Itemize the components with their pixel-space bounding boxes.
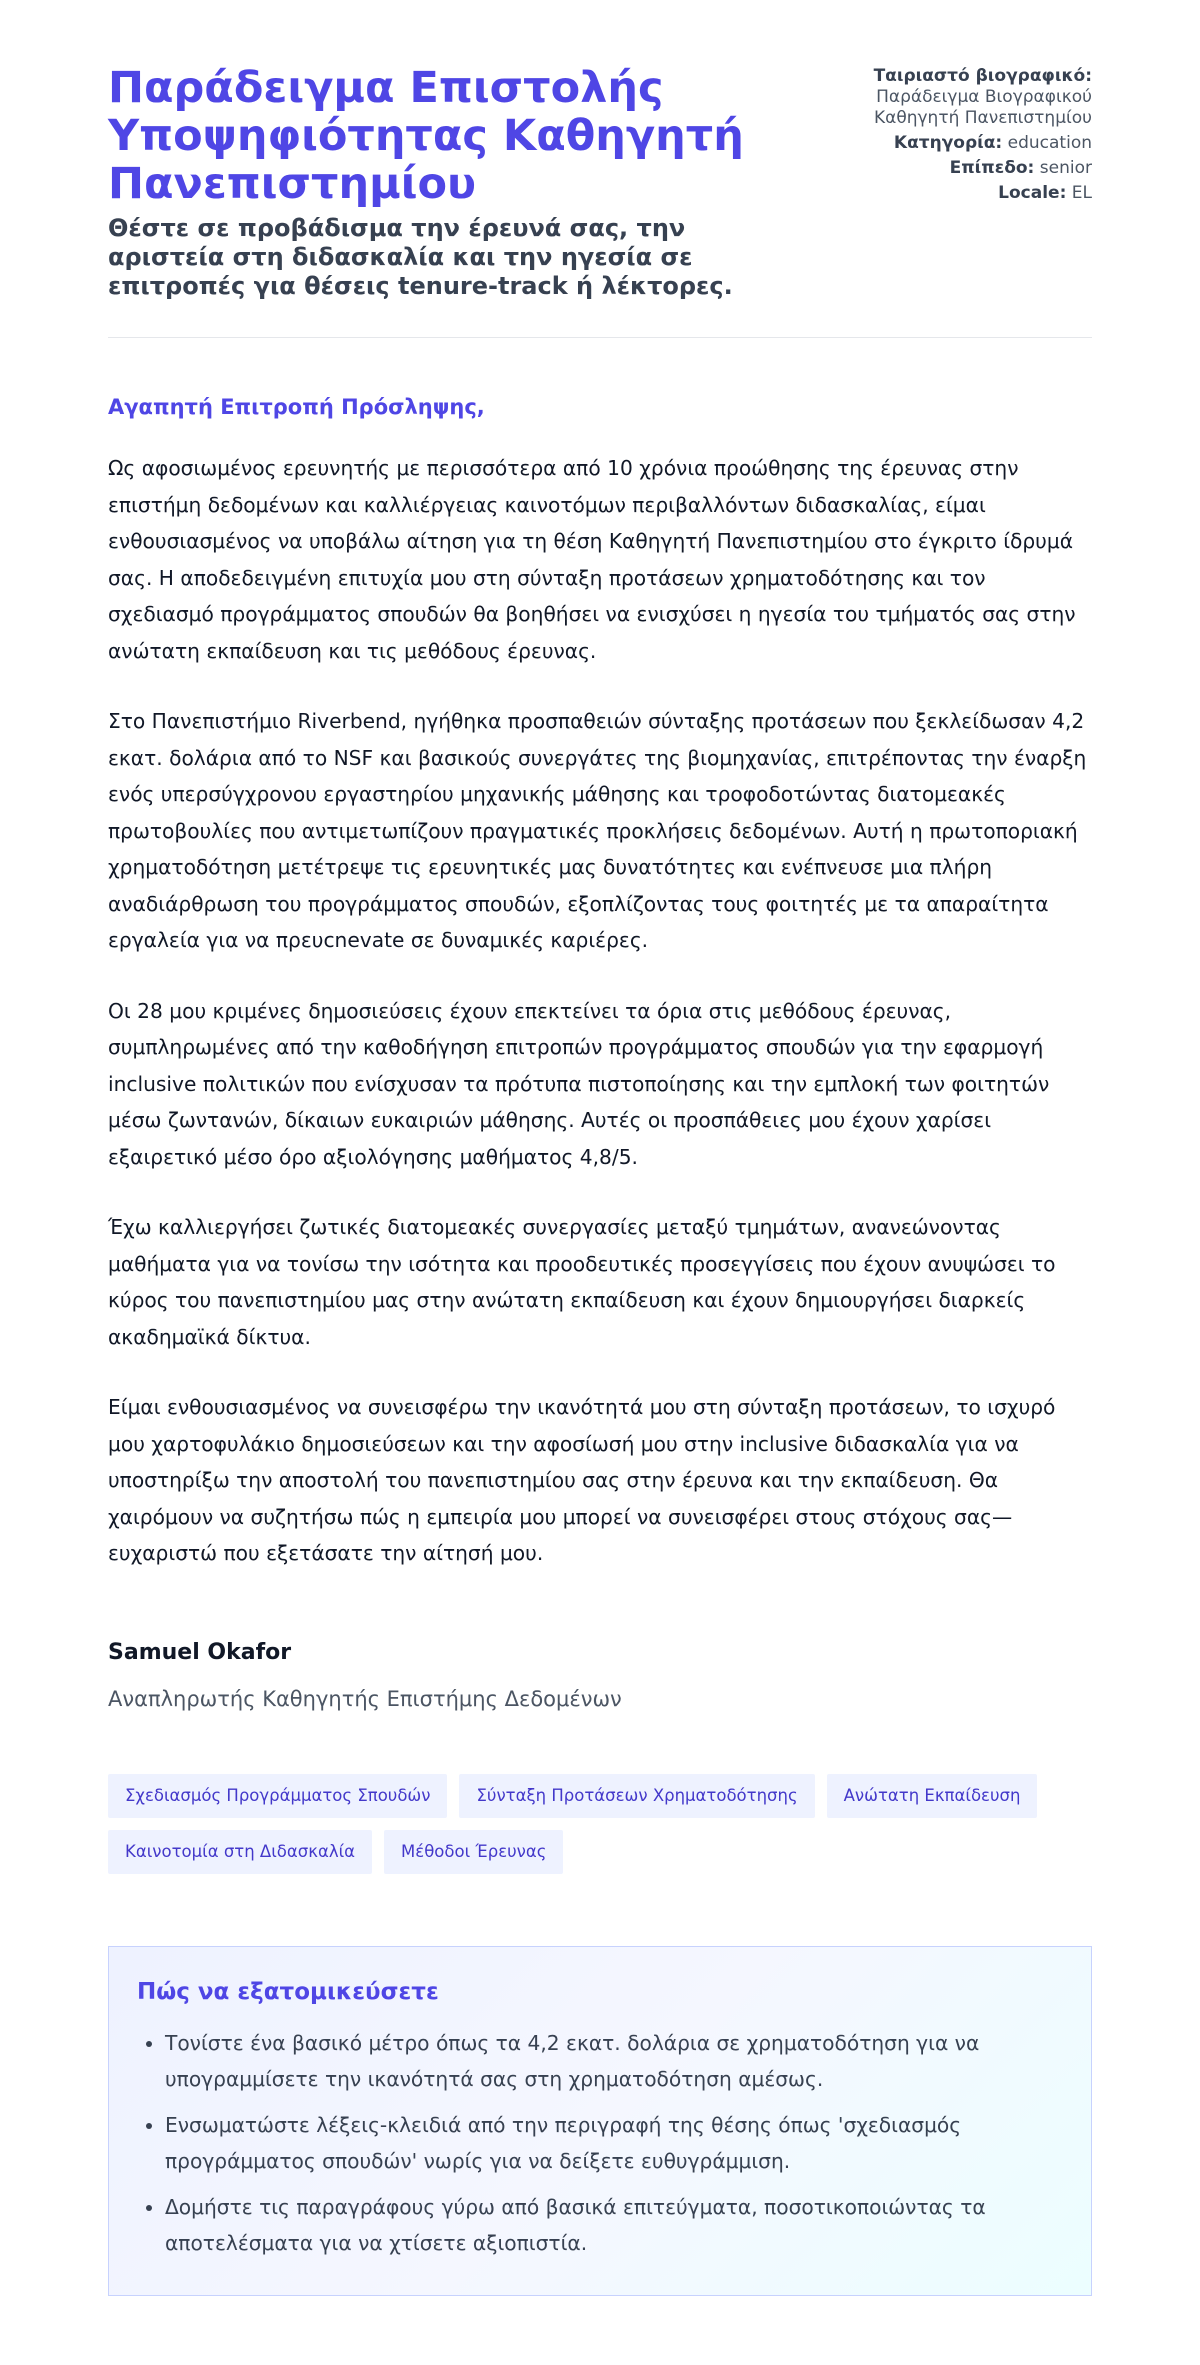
tip-item: • Δομήστε τις παραγράφους γύρω από βασικά επιτεύγματα, ποσοτικοποιώντας τα αποτελέσματα για να χτίσετε αξιοπιστία. (165, 2189, 1063, 2261)
letter-paragraph: Στο Πανεπιστήμιο Riverbend, ηγήθηκα προσπαθειών σύνταξης προτάσεων που ξεκλείδωσαν 4,2 εκατ. δολάρια από το NSF και βασικούς συνεργάτες της βιομηχανίας, επιτρέποντας την έναρξη ενός υπερσύγχρονου εργαστηρίου μηχανικής μάθησης και τροφοδοτώντας διατομεακές πρωτοβουλίες που αντιμετωπίζουν πραγματικές προκλήσεις δεδομένων. Αυτή η πρωτοποριακή χρηματοδότηση μετέτρεψε τις ερευνητικές μας δυνατότητες και ενέπνευσε μια πλήρη αναδιάρθρωση του προγράμματος σπουδών, εξοπλίζοντας τους φοιτητές με τα απαραίτητα εργαλεία για να πρευcnevate σε δυναμικές καριέρες. (108, 709, 1087, 952)
meta-tailored-resume (797, 66, 1092, 129)
document-header (108, 64, 1092, 338)
meta-level-label: Επίπεδο: (949, 158, 1035, 178)
skill-tag[interactable]: Σχεδιασμός Προγράμματος Σπουδών (108, 1774, 447, 1818)
meta-category (797, 133, 1092, 154)
page-subtitle: Θέστε σε προβάδισμα την έρευνά σας, την αριστεία στη διδασκαλία και την ηγεσία σε επιτροπές για θέσεις tenure-track ή λέκτορες. (108, 214, 733, 300)
skill-tag[interactable]: Ανώτατη Εκπαίδευση (827, 1774, 1038, 1818)
tip-item: • Τονίστε ένα βασικό μέτρο όπως τα 4,2 εκατ. δολάρια σε χρηματοδότηση για να υπογραμμίσετε την ικανότητά σας στη χρηματοδότηση αμέσως. (165, 2025, 1063, 2097)
tip-item: • Ενσωματώστε λέξεις-κλειδιά από την περιγραφή της θέσης όπως 'σχεδιασμός προγράμματος σπουδών' νωρίς για να δείξετε ευθυγράμμιση. (165, 2107, 1063, 2179)
signature-name: Samuel Okafor (108, 1639, 292, 1665)
customization-tips (108, 1946, 1092, 2296)
meta-locale-value: EL (1071, 183, 1092, 203)
letter-paragraph: Ως αφοσιωμένος ερευνητής με περισσότερα από 10 χρόνια προώθησης της έρευνας στην επιστήμη δεδομένων και καλλιέργειας καινοτόμων περιβαλλόντων διδασκαλίας, είμαι ενθουσιασμένος να υποβάλω αίτηση για τη θέση Καθηγητή Πανεπιστημίου στο έγκριτο ίδρυμά σας. Η αποδεδειγμένη επιτυχία μου στη σύνταξη προτάσεων χρηματοδότησης και τον σχεδιασμό προγράμματος σπουδών θα βοηθήσει να ενισχύσει η ηγεσία του τμήματός σας στην ανώτατη εκπαίδευση και τις μεθόδους έρευνας. (108, 456, 1076, 663)
tips-list (137, 2025, 1063, 2261)
skill-tags (108, 1774, 1098, 1874)
document-meta (797, 64, 1092, 208)
page-title: Παράδειγμα Επιστολής Υποψηφιότητας Καθηγητή Πανεπιστημίου (108, 63, 744, 209)
meta-category-label: Κατηγορία: (893, 133, 1003, 153)
skill-tag[interactable]: Καινοτομία στη Διδασκαλία (108, 1830, 372, 1874)
letter-paragraph: Είμαι ενθουσιασμένος να συνεισφέρω την ικανότητά μου στη σύνταξη προτάσεων, το ισχυρό μου χαρτοφυλάκιο δημοσιεύσεων και την αφοσίωσή μου στην inclusive διδασκαλία για να υποστηρίξω την αποστολή του πανεπιστημίου σας στην έρευνα και την εκπαίδευση. Θα χαιρόμουν να συζητήσω πώς η εμπειρία μου μπορεί να συνεισφέρει στους στόχους σας—ευχαριστώ που εξετάσατε την αίτησή μου. (108, 1395, 1056, 1565)
letter-paragraph: Έχω καλλιεργήσει ζωτικές διατομεακές συνεργασίες μεταξύ τμημάτων, ανανεώνοντας μαθήματα για να τονίσω την ισότητα και προοδευτικές προσεγγίσεις που έχουν ανυψώσει το κύρος του πανεπιστημίου μας στην ανώτατη εκπαίδευση και έχουν δημιουργήσει διαρκείς ακαδημαϊκά δίκτυα. (108, 1215, 1056, 1349)
meta-level (797, 158, 1092, 179)
meta-tailored-value[interactable]: Παράδειγμα Βιογραφικού Καθηγητή Πανεπιστημίου (873, 87, 1092, 128)
meta-locale-label: Locale: (998, 183, 1067, 203)
meta-category-value: education (1007, 133, 1092, 153)
letter-paragraph: Οι 28 μου κριμένες δημοσιεύσεις έχουν επεκτείνει τα όρια στις μεθόδους έρευνας, συμπληρωμένες από την καθοδήγηση επιτροπών προγράμματος σπουδών για την εφαρμογή inclusive πολιτικών που ενίσχυσαν τα πρότυπα πιστοποίησης και την εμπλοκή των φοιτητών μέσω ζωντανών, δίκαιων ευκαιριών μάθησης. Αυτές οι προσπάθειες μου έχουν χαρίσει εξαιρετικό μέσο όρο αξιολόγησης μαθήματος 4,8/5. (108, 998, 1050, 1169)
letter-greeting: Αγαπητή Επιτροπή Πρόσληψης, (108, 395, 485, 419)
meta-level-value: senior (1039, 158, 1092, 178)
tips-title: Πώς να εξατομικεύσετε (137, 1978, 439, 2005)
header-title-block (108, 64, 797, 301)
skill-tag[interactable]: Σύνταξη Προτάσεων Χρηματοδότησης (459, 1774, 814, 1818)
meta-locale (797, 183, 1092, 204)
skill-tag[interactable]: Μέθοδοι Έρευνας (384, 1830, 563, 1874)
signature-title: Αναπληρωτής Καθηγητής Επιστήμης Δεδομένων (108, 1686, 622, 1711)
letter-body (108, 392, 1092, 1714)
meta-tailored-label: Ταιριαστό βιογραφικό: (873, 66, 1092, 86)
